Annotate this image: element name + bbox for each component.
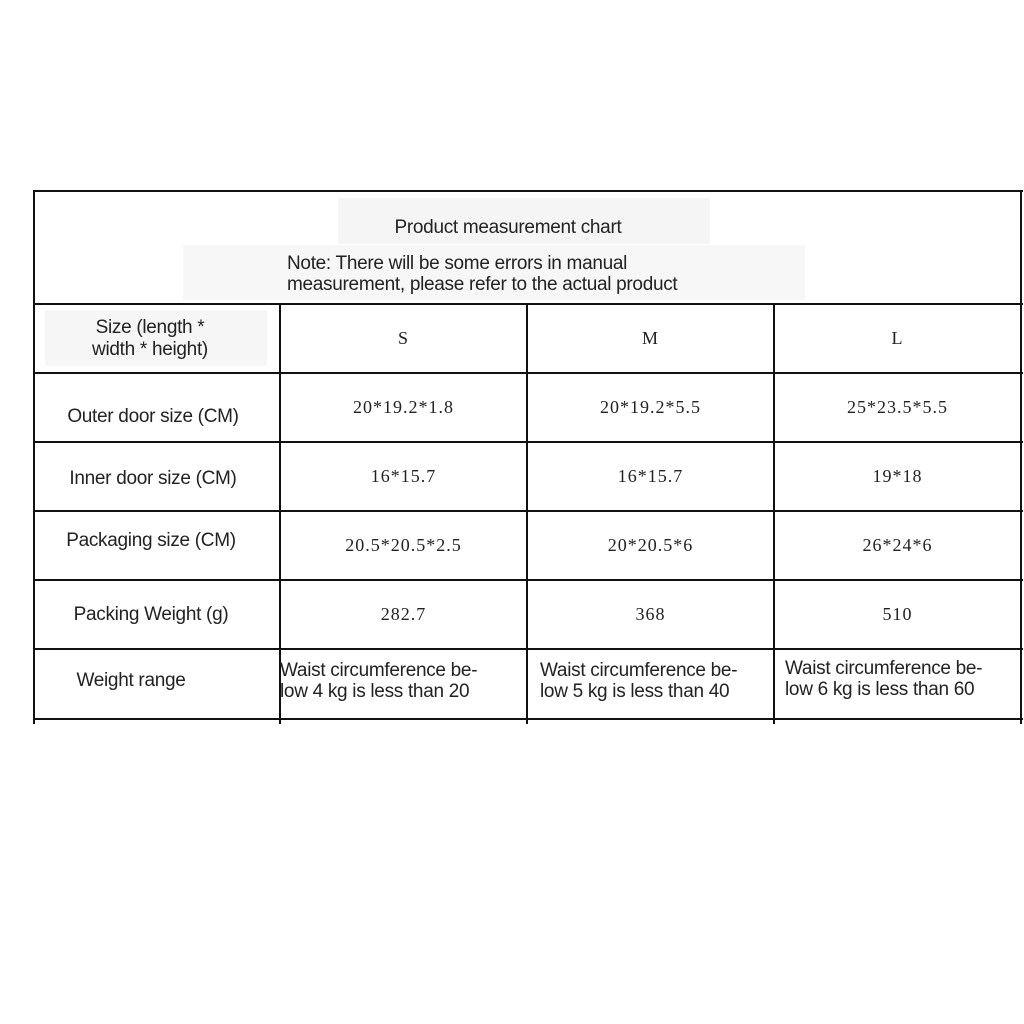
row-label-weight-range: Weight range	[76, 670, 186, 691]
measurement-table	[33, 190, 1023, 720]
row-label-packaging-size: Packaging size (CM)	[66, 530, 236, 551]
packaging-size-s: 20.5*20.5*2.5	[345, 535, 462, 555]
weight-range-l	[785, 658, 1019, 702]
packing-weight-m: 368	[635, 604, 666, 624]
grid-line-row-5	[33, 648, 1023, 650]
packing-weight-l: 510	[882, 604, 913, 624]
row-label-outer-door: Outer door size (CM)	[67, 406, 239, 427]
weight-range-s-line-1: Waist circumference be-	[280, 660, 478, 681]
weight-range-m-line-2: low 5 kg is less than 40	[540, 681, 730, 702]
outer-door-l: 25*23.5*5.5	[847, 397, 948, 417]
size-m-header: M	[641, 328, 659, 348]
weight-range-m	[540, 660, 772, 704]
weight-range-l-line-1: Waist circumference be-	[785, 658, 983, 679]
inner-door-m: 16*15.7	[617, 466, 684, 486]
inner-door-l: 19*18	[872, 466, 923, 486]
weight-range-m-line-1: Waist circumference be-	[540, 660, 738, 681]
packaging-size-m: 20*20.5*6	[607, 535, 694, 555]
row-label-packing-weight: Packing Weight (g)	[73, 604, 229, 625]
weight-range-s	[280, 660, 520, 704]
grid-line-bottom	[33, 718, 1023, 720]
grid-line-top	[33, 190, 1023, 192]
size-header-line-1: Size (length *	[95, 316, 205, 338]
packaging-size-l: 26*24*6	[862, 535, 933, 555]
size-l-header: L	[891, 328, 904, 348]
table-title: Product measurement chart	[394, 217, 622, 238]
outer-door-m: 20*19.2*5.5	[600, 397, 701, 417]
note-line-1: Note: There will be some errors in manual	[287, 253, 628, 274]
weight-range-l-line-2: low 6 kg is less than 60	[785, 679, 975, 700]
size-header-label	[33, 305, 267, 372]
note-line-2: measurement, please refer to the actual product	[287, 274, 678, 295]
outer-door-s: 20*19.2*1.8	[353, 397, 454, 417]
packing-weight-s: 282.7	[380, 604, 427, 624]
size-s-header: S	[397, 328, 409, 348]
weight-range-s-line-2: low 4 kg is less than 20	[280, 681, 470, 702]
table-note	[287, 253, 807, 295]
size-header-line-2: width * height)	[92, 338, 208, 360]
grid-line-right	[1020, 190, 1022, 724]
row-label-inner-door: Inner door size (CM)	[69, 468, 237, 489]
inner-door-s: 16*15.7	[370, 466, 437, 486]
